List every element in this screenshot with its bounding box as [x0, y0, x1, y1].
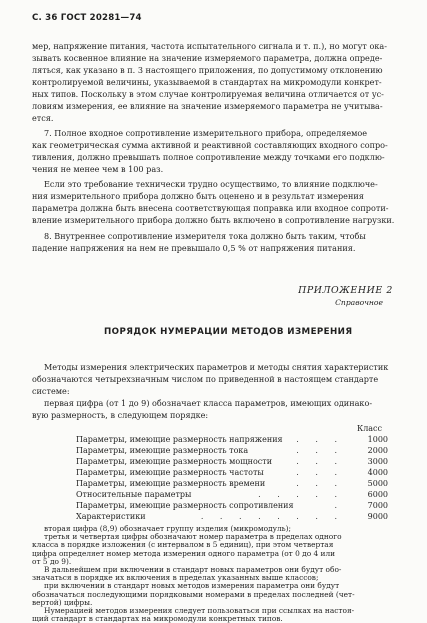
class-row-name: Параметры, имеющие размерность тока — [76, 446, 249, 455]
class-row — [76, 479, 388, 489]
body-line: обозначаться последующими порядковыми номерами в пределах последней (чет- — [32, 589, 355, 599]
class-row-name: Относительные параметры — [76, 490, 192, 499]
body-line: обозначаются четырехзначным числом по приведенной в настоящем стандарте — [32, 374, 379, 384]
body-line: ных типов. Поскольку в этом случае контролируемая величина отличается от ус- — [32, 89, 384, 99]
class-row — [76, 468, 388, 478]
leader-dots: . . . — [296, 446, 344, 455]
class-row — [76, 457, 388, 467]
class-row-code: 1000 — [367, 435, 388, 444]
leader-dots: . . . . . . . . — [200, 512, 344, 521]
body-line: Нумерацией методов измерения следует пользоваться при ссылках на настоя- — [44, 606, 355, 615]
body-line: параметра должна быть внесена соответствующая поправка или входное сопроти- — [32, 203, 389, 213]
body-line: 8. Внутреннее сопротивление измерителя тока должно быть таким, чтобы — [44, 231, 366, 241]
body-line: значаться в порядке их включения в пределах указанных выше классов; — [32, 573, 319, 583]
body-line: В дальнейшем при включении в стандарт новых параметров они будут обо- — [44, 565, 342, 574]
body-line: ляться, как указано в п. 3 настоящего приложения, по допустимому отклонению — [32, 65, 383, 75]
class-row — [76, 446, 388, 456]
body-line: Если это требование технически трудно осуществимо, то влияние подключе- — [44, 179, 378, 189]
class-row-code: 3000 — [367, 457, 388, 466]
body-line: вление измерительного прибора должно быть включено в сопротивление нагрузки. — [32, 215, 395, 225]
body-line: падение напряжения на нем не превышало 0,5 % от напряжения питания. — [32, 243, 356, 253]
body-line: 7. Полное входное сопротивление измерительного прибора, определяемое — [44, 128, 368, 138]
body-line: вертой) цифры. — [32, 597, 93, 607]
body-line: класса в порядке изложения (с интервалом в 5 единиц), при этом четвертая — [32, 540, 334, 550]
class-row-name: Параметры, имеющие размерность времени — [76, 479, 266, 488]
class-row — [76, 512, 388, 522]
appendix-title: ПРИЛОЖЕНИЕ 2 — [298, 285, 393, 296]
body-line: вторая цифра (8,9) обозначает группу изделия (микромодуль); — [44, 524, 292, 533]
class-row-code: 9000 — [367, 512, 388, 521]
body-line: третья и четвертая цифры обозначают номер параметра в пределах одного — [44, 532, 342, 542]
class-row-name: Параметры, имеющие размерность сопротивления — [76, 501, 294, 510]
class-row-code: 6000 — [367, 490, 388, 499]
body-line: Методы измерения электрических параметров и методы снятия характеристик — [44, 362, 389, 372]
body-line: ловиям измерения, ее влияние на значение измеряемого параметра не учитыва- — [32, 101, 383, 111]
leader-dots: . . . . . — [258, 490, 344, 499]
body-line: мер, напряжение питания, частота испытательного сигнала и т. п.), но могут ока- — [32, 41, 387, 51]
leader-dots: . . . — [296, 479, 344, 488]
body-line: ния измерительного прибора должно быть оценено и в результат измерения — [32, 191, 364, 201]
class-row-code: 5000 — [367, 479, 388, 488]
class-row-name: Параметры, имеющие размерность мощности — [76, 457, 273, 466]
body-line: щий стандарт в стандартах на микромодули конкретных типов. — [32, 614, 283, 623]
class-row — [76, 501, 388, 511]
leader-dots: . — [334, 501, 344, 510]
class-row — [76, 435, 388, 445]
class-row-code: 7000 — [367, 501, 388, 510]
class-row-code: 2000 — [367, 446, 388, 455]
section-title: ПОРЯДОК НУМЕРАЦИИ МЕТОДОВ ИЗМЕРЕНИЯ — [104, 327, 353, 337]
class-row-name: Характеристики — [76, 512, 146, 521]
body-line: системе: — [32, 386, 70, 396]
body-line: при включении в стандарт новых методов измерения параметра они будут — [44, 581, 340, 591]
leader-dots: . . . — [296, 457, 344, 466]
body-line: вую размерность, в следующем порядке: — [32, 410, 209, 420]
appendix-subtitle: Справочное — [335, 298, 383, 307]
body-line: чения не менее чем в 100 раз. — [32, 164, 164, 174]
class-row-code: 4000 — [367, 468, 388, 477]
body-line: от 5 до 9). — [32, 556, 72, 566]
body-line: контролируемой величины, указываемой в стандартах на микромодули конкрет- — [32, 77, 382, 87]
body-line: цифра определяет номер метода измерения одного параметра (от 0 до 4 или — [32, 548, 336, 558]
body-line: как геометрическая сумма активной и реактивной составляющих входного сопро- — [32, 140, 388, 150]
class-row — [76, 490, 388, 500]
leader-dots: . . . — [296, 435, 344, 444]
class-column-header: Класс — [357, 424, 383, 433]
body-line: первая цифра (от 1 до 9) обозначает класса параметров, имеющих одинако- — [44, 398, 373, 408]
body-line: ется. — [32, 113, 54, 123]
page-header: С. 36 ГОСТ 20281—74 — [32, 13, 142, 23]
class-row-name: Параметры, имеющие размерность напряжения — [76, 435, 283, 444]
leader-dots: . . . — [296, 468, 344, 477]
body-line: тивления, должно превышать полное сопротивление между точками его подклю- — [32, 152, 385, 162]
body-line: зывать косвенное влияние на значение измеряемого параметра, должна опреде- — [32, 53, 383, 63]
class-row-name: Параметры, имеющие размерность частоты — [76, 468, 264, 477]
